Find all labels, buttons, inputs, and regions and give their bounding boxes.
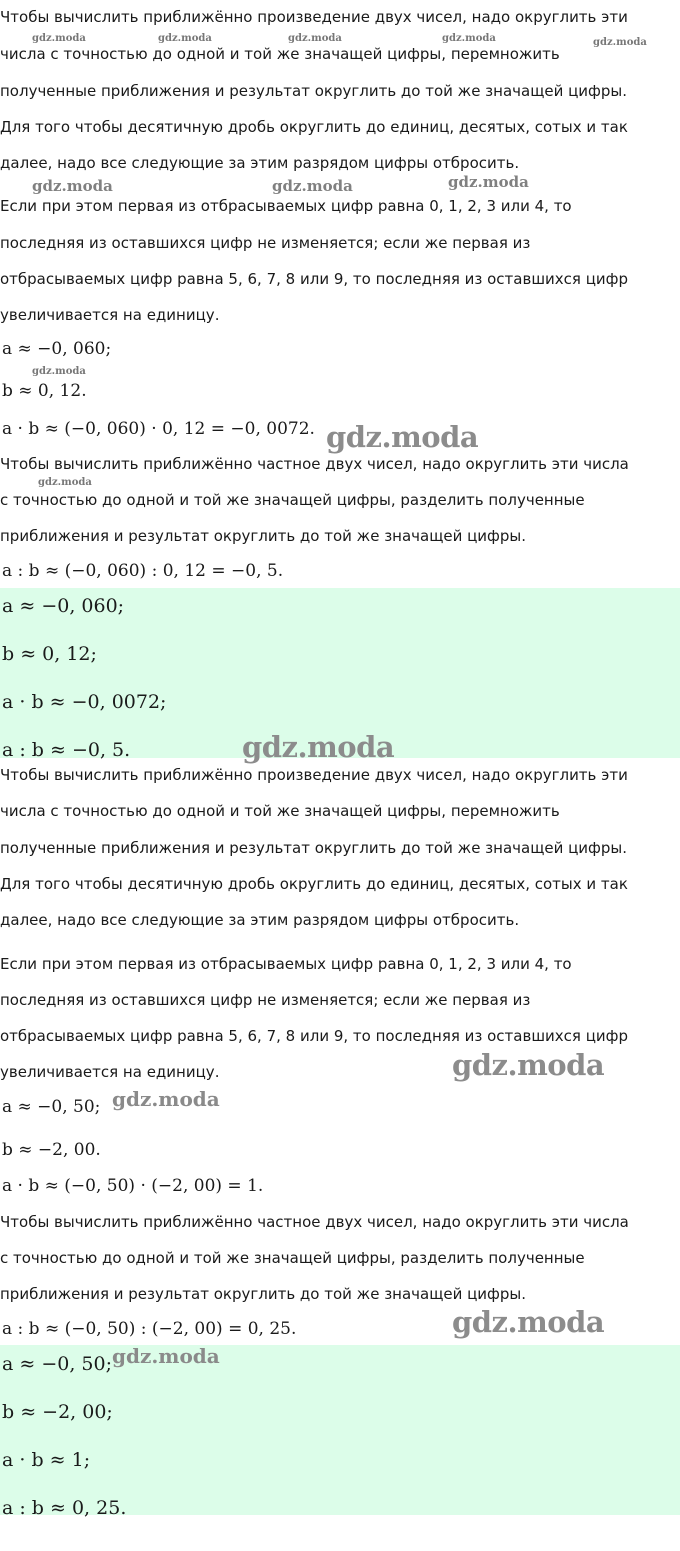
part2-rule-product-line-3: полученные приближения и результат округлить до той же значащей цифры. bbox=[0, 839, 628, 857]
part1-answer-a: a ≈ −0, 060; bbox=[2, 595, 125, 617]
part2-answer-a: a ≈ −0, 50; bbox=[2, 1353, 112, 1375]
part1-answer-product: a · b ≈ −0, 0072; bbox=[2, 691, 167, 713]
part2-rule-rounding-line-4: последняя из оставшихся цифр не изменяется; если же первая из bbox=[0, 991, 531, 1009]
watermark: gdz.moda bbox=[448, 173, 529, 191]
part2-rule-rounding-line-6: увеличивается на единицу. bbox=[0, 1063, 220, 1081]
part1-calc-a: a ≈ −0, 060; bbox=[2, 339, 112, 359]
watermark: gdz.moda bbox=[32, 33, 86, 44]
watermark: gdz.moda bbox=[288, 33, 342, 44]
part1-rule-product-line-3: полученные приближения и результат округлить до той же значащей цифры. bbox=[0, 82, 628, 100]
part2-rule-quotient-line-1: Чтобы вычислить приближённо частное двух чисел, надо округлить эти числа bbox=[0, 1213, 629, 1231]
part1-answer-b: b ≈ 0, 12; bbox=[2, 643, 97, 665]
watermark: gdz.moda bbox=[442, 33, 496, 44]
part2-rule-product-line-1: Чтобы вычислить приближённо произведение двух чисел, надо округлить эти bbox=[0, 766, 628, 784]
part2-rule-quotient-line-2: с точностью до одной и той же значащей цифры, разделить полученные bbox=[0, 1249, 585, 1267]
part1-calc-b: b ≈ 0, 12. bbox=[2, 381, 87, 401]
part1-calc-quotient: a : b ≈ (−0, 060) : 0, 12 = −0, 5. bbox=[2, 561, 284, 581]
part1-rule-rounding-line-4: последняя из оставшихся цифр не изменяется; если же первая из bbox=[0, 234, 531, 252]
watermark: gdz.moda bbox=[452, 1048, 605, 1082]
watermark: gdz.moda bbox=[112, 1087, 220, 1111]
part1-rule-product-line-1: Чтобы вычислить приближённо произведение двух чисел, надо округлить эти bbox=[0, 8, 628, 26]
part1-rule-rounding-line-2: далее, надо все следующие за этим разрядом цифры отбросить. bbox=[0, 154, 520, 172]
part1-rule-product-line-2: числа с точностью до одной и той же значащей цифры, перемножить bbox=[0, 45, 560, 63]
part2-answer-product: a · b ≈ 1; bbox=[2, 1449, 91, 1471]
watermark: gdz.moda bbox=[38, 477, 92, 488]
part1-rule-rounding-line-3: Если при этом первая из отбрасываемых цифр равна 0, 1, 2, 3 или 4, то bbox=[0, 197, 572, 215]
part1-rule-quotient-line-1: Чтобы вычислить приближённо частное двух чисел, надо округлить эти числа bbox=[0, 455, 629, 473]
part1-calc-product: a · b ≈ (−0, 060) · 0, 12 = −0, 0072. bbox=[2, 419, 315, 439]
part2-answer-box bbox=[0, 1345, 680, 1519]
part2-rule-quotient-line-3: приближения и результат округлить до той же значащей цифры. bbox=[0, 1285, 527, 1303]
watermark: gdz.moda bbox=[593, 37, 647, 48]
part2-rule-product-line-2: числа с точностью до одной и той же значащей цифры, перемножить bbox=[0, 802, 560, 820]
part1-rule-quotient-line-2: с точностью до одной и той же значащей цифры, разделить полученные bbox=[0, 491, 585, 509]
part2-calc-a: a ≈ −0, 50; bbox=[2, 1097, 101, 1117]
part2-calc-quotient: a : b ≈ (−0, 50) : (−2, 00) = 0, 25. bbox=[2, 1319, 297, 1339]
part2-rule-rounding-line-2: далее, надо все следующие за этим разрядом цифры отбросить. bbox=[0, 911, 520, 929]
part1-rule-rounding-line-5: отбрасываемых цифр равна 5, 6, 7, 8 или 9, то последняя из оставшихся цифр bbox=[0, 270, 629, 288]
watermark: gdz.moda bbox=[452, 1305, 605, 1339]
part1-rule-rounding-line-1: Для того чтобы десятичную дробь округлить до единиц, десятых, сотых и так bbox=[0, 118, 628, 136]
watermark: gdz.moda bbox=[272, 177, 353, 195]
watermark: gdz.moda bbox=[32, 177, 113, 195]
part2-answer-b: b ≈ −2, 00; bbox=[2, 1401, 113, 1423]
watermark: gdz.moda bbox=[32, 366, 86, 377]
watermark: gdz.moda bbox=[112, 1344, 220, 1368]
part2-rule-rounding-line-5: отбрасываемых цифр равна 5, 6, 7, 8 или 9, то последняя из оставшихся цифр bbox=[0, 1027, 629, 1045]
part1-rule-quotient-line-3: приближения и результат округлить до той же значащей цифры. bbox=[0, 527, 527, 545]
part2-rule-rounding-line-1: Для того чтобы десятичную дробь округлить до единиц, десятых, сотых и так bbox=[0, 875, 628, 893]
watermark: gdz.moda bbox=[326, 420, 479, 454]
part2-calc-b: b ≈ −2, 00. bbox=[2, 1140, 101, 1160]
part1-rule-rounding-line-6: увеличивается на единицу. bbox=[0, 306, 220, 324]
watermark: gdz.moda bbox=[158, 33, 212, 44]
part2-calc-product: a · b ≈ (−0, 50) · (−2, 00) = 1. bbox=[2, 1176, 264, 1196]
part1-answer-quotient: a : b ≈ −0, 5. bbox=[2, 739, 131, 761]
watermark: gdz.moda bbox=[242, 730, 395, 764]
part2-answer-quotient: a : b ≈ 0, 25. bbox=[2, 1497, 127, 1519]
part2-rule-rounding-line-3: Если при этом первая из отбрасываемых цифр равна 0, 1, 2, 3 или 4, то bbox=[0, 955, 572, 973]
